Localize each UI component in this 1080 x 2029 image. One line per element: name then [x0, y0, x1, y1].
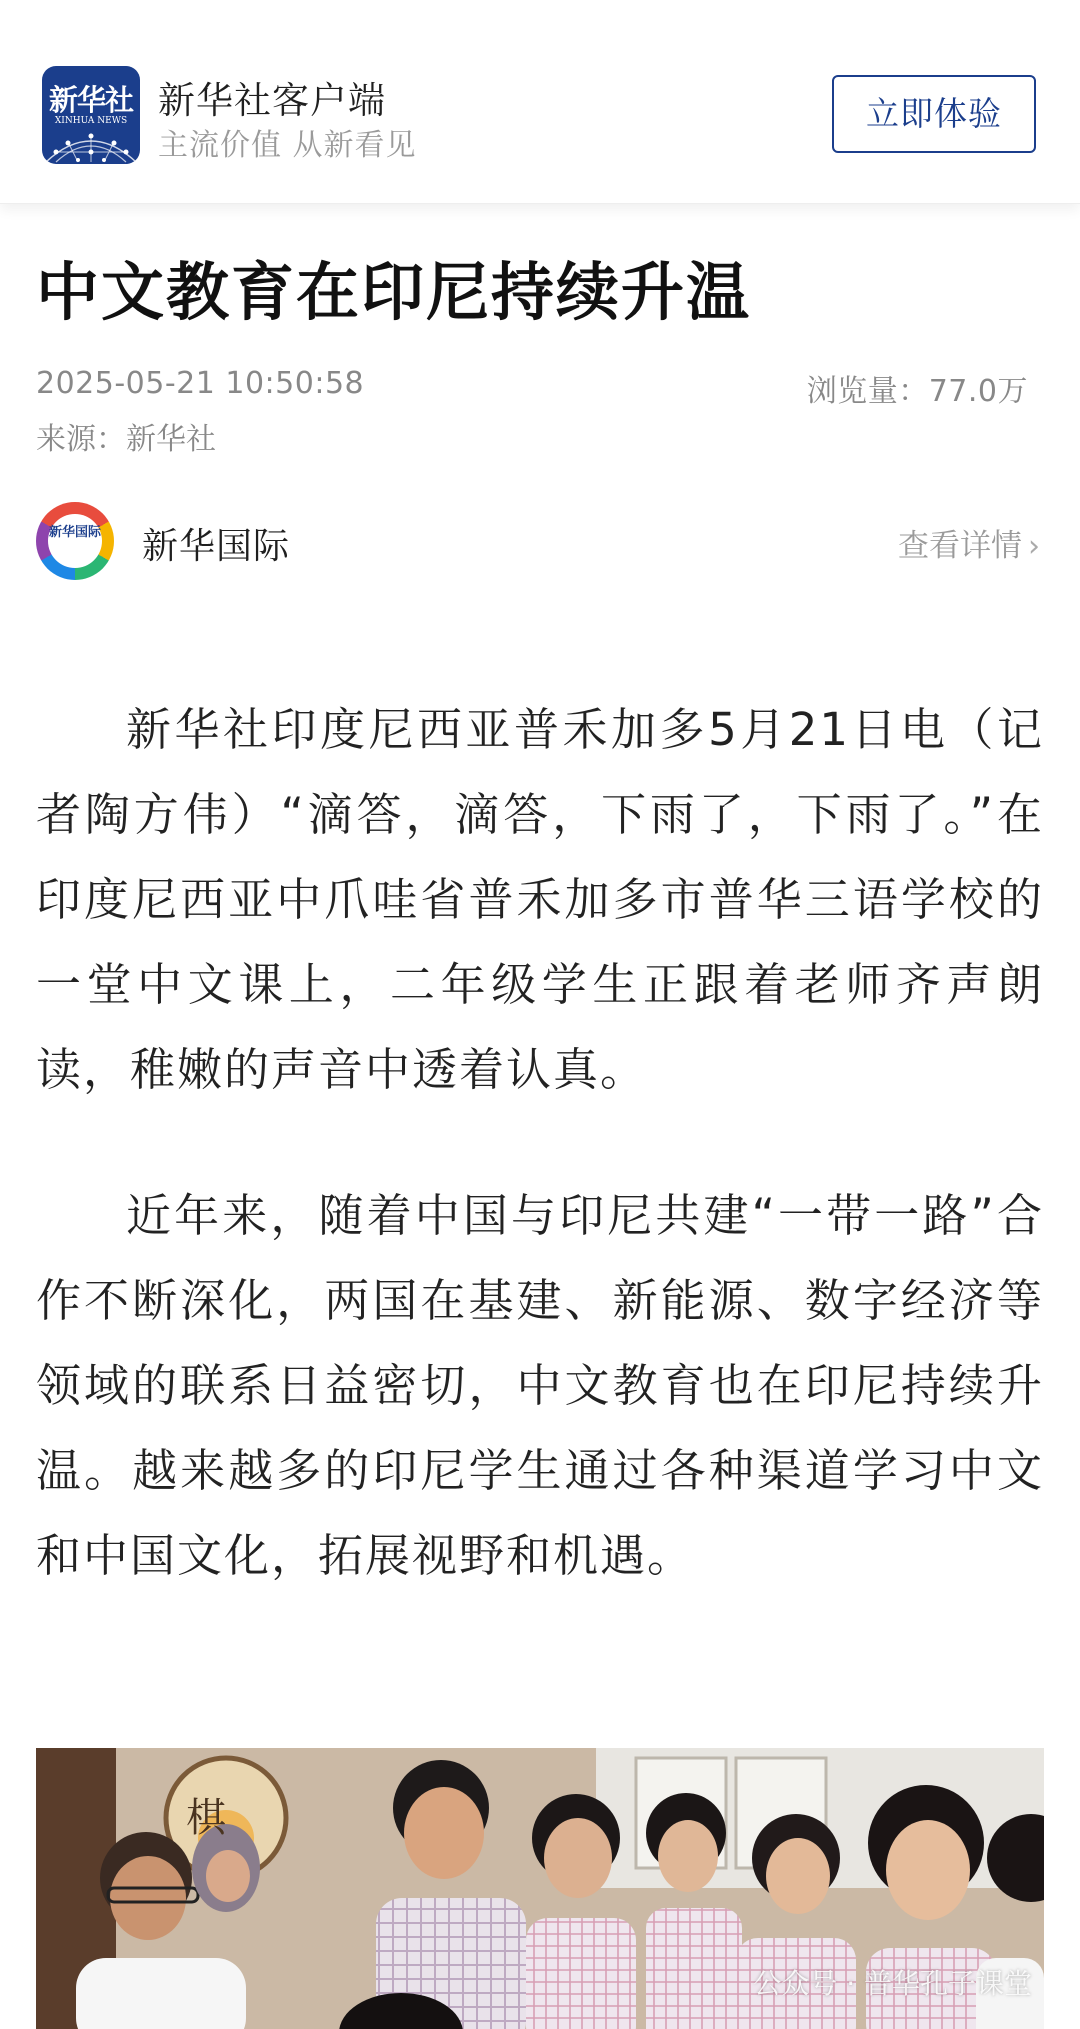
- photo-watermark: 公众号 · 普华孔子课堂: [753, 1967, 1032, 2000]
- article-title: 中文教育在印尼持续升温: [36, 256, 751, 329]
- channel-name[interactable]: 新华国际: [142, 526, 291, 567]
- article-paragraph: 新华社印度尼西亚普禾加多5月21日电（记者陶方伟）“滴答，滴答，下雨了，下雨了。”在印度尼西亚中爪哇省普禾加多市普华三语学校的一堂中文课上，二年级学生正跟着老师齐声朗读，稚嫩的声音中透着认真。: [36, 703, 1044, 1096]
- channel-avatar-label: 新华国际: [48, 514, 102, 568]
- app-download-banner: [0, 0, 1080, 204]
- globe-network-icon: [42, 128, 140, 164]
- view-details-link[interactable]: [898, 520, 1040, 565]
- publish-datetime: 2025-05-21 10:50:58: [36, 366, 365, 401]
- logo-subtext: XINHUA NEWS: [54, 116, 128, 126]
- chevron-right-icon: ›: [1028, 529, 1040, 564]
- article-source: 来源：新华社: [36, 422, 216, 457]
- app-slogan: 主流价值 从新看见: [158, 128, 417, 163]
- app-name: 新华社客户端: [158, 79, 386, 122]
- channel-avatar[interactable]: [36, 502, 114, 580]
- xinhua-app-logo[interactable]: [42, 66, 140, 164]
- article-paragraph: 近年来，随着中国与印尼共建“一带一路”合作不断深化，两国在基建、新能源、数字经济等领域的联系日益密切，中文教育也在印尼持续升温。越来越多的印尼学生通过各种渠道学习中文和中国文化，拓展视野和机遇。: [36, 1189, 1044, 1582]
- article-photo: [36, 1748, 1044, 2029]
- view-count: 浏览量：77.0万: [806, 374, 1028, 409]
- photo-sign-text: 棋: [186, 1795, 226, 1841]
- view-details-label: 查看详情: [898, 528, 1022, 564]
- logo-text: 新华社: [48, 83, 133, 117]
- try-now-button[interactable]: 立即体验: [832, 75, 1036, 153]
